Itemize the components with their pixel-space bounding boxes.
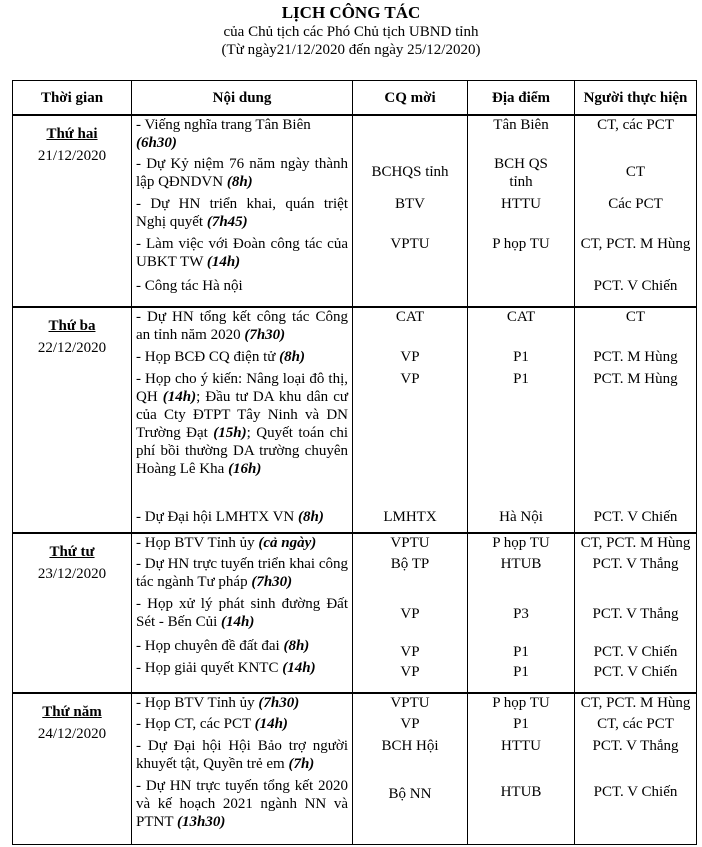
table-row bbox=[13, 307, 697, 533]
day-date: 23/12/2020 bbox=[37, 566, 107, 582]
day-cell bbox=[13, 115, 132, 307]
document-subtitle: của Chủ tịch các Phó Chủ tịch UBND tỉnh bbox=[223, 24, 479, 40]
person-cell: CT PCT. M Hùng PCT. M Hùng PCT. V Chiến bbox=[575, 307, 697, 533]
day-name: Thứ năm bbox=[42, 704, 102, 720]
person-cell: CT, PCT. M Hùng CT, các PCT PCT. V Thắng PCT. V Chiến bbox=[575, 693, 697, 845]
list-item: - Họp BCĐ CQ điện tử (8h) bbox=[136, 349, 305, 365]
list-item: - Viếng nghĩa trang Tân Biên (6h30) bbox=[136, 117, 311, 151]
table-row bbox=[13, 693, 697, 845]
day-cell bbox=[13, 533, 132, 693]
column-header-content: Nội dung bbox=[132, 81, 353, 116]
table-row bbox=[13, 533, 697, 693]
table-row bbox=[13, 115, 697, 307]
column-header-time: Thời gian bbox=[13, 81, 132, 116]
person-cell: CT, PCT. M Hùng PCT. V Thắng PCT. V Thắng PCT. V Chiến PCT. V Chiến bbox=[575, 533, 697, 693]
location-cell: CAT P1 P1 Hà Nội bbox=[468, 307, 575, 533]
inviter-cell: VPTU Bộ TP VP VP VP bbox=[353, 533, 468, 693]
day-name: Thứ hai bbox=[46, 126, 98, 142]
day-date: 21/12/2020 bbox=[37, 148, 107, 164]
list-item: - Họp BTV Tỉnh ủy (7h30) bbox=[136, 695, 300, 711]
list-item: - Họp BTV Tỉnh ủy (cả ngày) bbox=[136, 535, 317, 551]
list-item: - Họp giải quyết KNTC (14h) bbox=[136, 660, 316, 676]
list-item: - Họp chuyên đề đất đai (8h) bbox=[136, 638, 310, 654]
day-date: 22/12/2020 bbox=[37, 340, 107, 356]
table-header-row bbox=[13, 81, 697, 116]
list-item: - Dự HN triển khai, quán triệt Nghị quyết (7h45) bbox=[136, 196, 348, 230]
list-item: - Dự HN tổng kết công tác Công an tỉnh năm 2020 (7h30) bbox=[136, 309, 348, 343]
list-item: - Họp cho ý kiến: Nâng loại đô thị, QH (14h); Đầu tư DA khu dân cư của Cty ĐTPT Tây Ninh và DN Trường Đạt (15h); Quyết toán chi phí bồi thường DA trường chuyên Hoàng Lê Kha (16h) bbox=[136, 371, 349, 477]
list-item: - Làm việc với Đoàn công tác của UBKT TW (14h) bbox=[136, 236, 348, 270]
inviter-cell: BCHQS tỉnh BTV VPTU bbox=[353, 115, 468, 307]
day-cell bbox=[13, 307, 132, 533]
schedule-table bbox=[12, 80, 697, 845]
list-item: - Dự HN trực tuyến tổng kết 2020 và kế hoạch 2021 ngành NN và PTNT (13h30) bbox=[136, 778, 348, 830]
day-name: Thứ tư bbox=[49, 544, 95, 560]
column-header-person: Người thực hiện bbox=[575, 81, 697, 116]
location-cell: P họp TU HTUB P3 P1 P1 bbox=[468, 533, 575, 693]
content-cell bbox=[132, 533, 353, 693]
content-cell bbox=[132, 693, 353, 845]
list-item: - Họp xử lý phát sinh đường Đất Sét - Bến Củi (14h) bbox=[136, 596, 348, 630]
column-header-inviter: CQ mời bbox=[353, 81, 468, 116]
list-item: - Dự Đại hội LMHTX VN (8h) bbox=[136, 509, 324, 525]
day-name: Thứ ba bbox=[48, 318, 96, 334]
list-item: - Công tác Hà nội bbox=[136, 278, 243, 294]
content-cell bbox=[132, 307, 353, 533]
inviter-cell: CAT VP VP LMHTX bbox=[353, 307, 468, 533]
inviter-cell: VPTU VP BCH Hội Bộ NN bbox=[353, 693, 468, 845]
list-item: - Dự Đại hội Hội Bảo trợ người khuyết tật, Quyền trẻ em (7h) bbox=[136, 738, 348, 772]
day-cell bbox=[13, 693, 132, 845]
list-item: - Dự Kỷ niệm 76 năm ngày thành lập QĐNDVN (8h) bbox=[136, 156, 348, 190]
list-item: - Dự HN trực tuyến triển khai công tác ngành Tư pháp (7h30) bbox=[136, 556, 348, 590]
content-cell bbox=[132, 115, 353, 307]
location-cell: Tân Biên BCH QS tỉnh HTTU P họp TU bbox=[468, 115, 575, 307]
location-cell: P họp TU P1 HTTU HTUB bbox=[468, 693, 575, 845]
person-cell: CT, các PCT CT Các PCT CT, PCT. M Hùng PCT. V Chiến bbox=[575, 115, 697, 307]
day-date: 24/12/2020 bbox=[37, 726, 107, 742]
list-item: - Họp CT, các PCT (14h) bbox=[136, 716, 288, 732]
date-range: (Từ ngày21/12/2020 đến ngày 25/12/2020) bbox=[221, 42, 481, 58]
document-header bbox=[0, 0, 702, 59]
column-header-location: Địa điểm bbox=[468, 81, 575, 116]
document-title: LỊCH CÔNG TÁC bbox=[281, 3, 421, 22]
